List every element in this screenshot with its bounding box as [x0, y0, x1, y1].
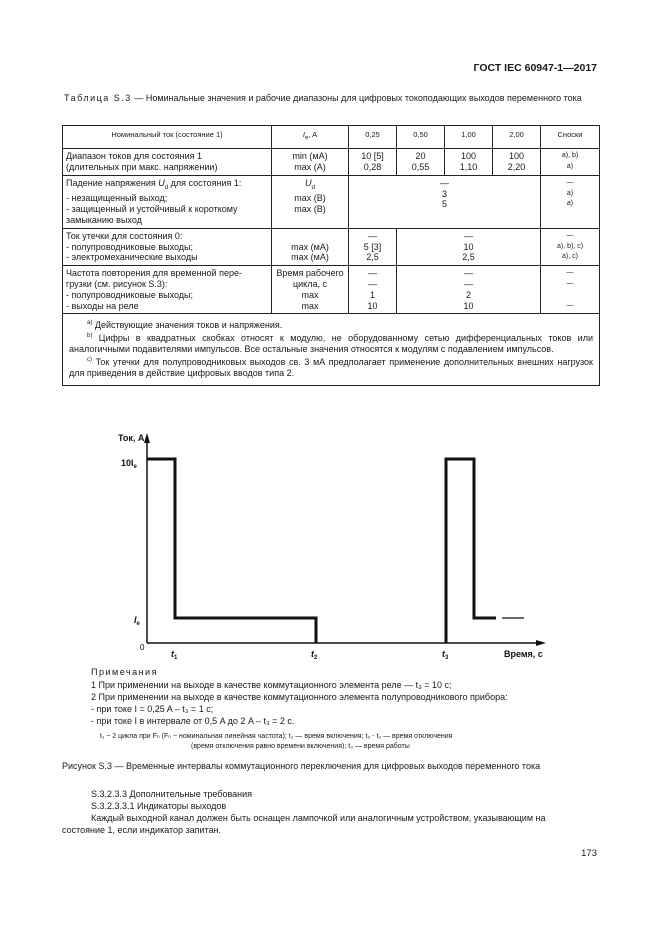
- x-axis-label: Время, с: [504, 649, 543, 659]
- figure-legend: [100, 732, 570, 752]
- table-row: [63, 266, 600, 314]
- footnote-b: $^{b)}$ Цифры в квадратных скобках относят к модулю, не оборудованному сетью дифференциальных токов или аналогичными подавителями импульсов. Все остальные значения относятся к модулям с подавлением импульсов.: [69, 333, 593, 355]
- row2-desc: Падение напряжения $U_d$ для состояния 1: - незащищенный выход; - защищенный и устойчивый к короткому замыканию выход: [63, 175, 272, 228]
- table-footnotes: [63, 314, 600, 386]
- row4-unit: Время рабочего цикла, с max max: [272, 266, 349, 314]
- table-header-row: [63, 126, 600, 149]
- header-val-200: 2,00: [493, 126, 541, 149]
- page-number: 173: [581, 848, 597, 859]
- standard-designation: ГОСТ IEC 60947-1—2017: [473, 62, 597, 74]
- row1-v1: 10 [5] 0,28: [349, 149, 397, 176]
- figure-caption: Рисунок S.3 — Временные интервалы коммутационного переключения для цифровых выходов переменного тока: [62, 761, 541, 771]
- origin-label: 0: [140, 643, 145, 652]
- row1-desc: Диапазон токов для состояния 1 (длительных при макс. напряжении): [63, 149, 272, 176]
- timing-diagram: [100, 425, 560, 665]
- t1-label: $t_1$: [171, 649, 178, 661]
- legend-line-2: (время отключения равно времени включения); t₃ — время работы: [191, 743, 410, 750]
- header-val-050: 0,50: [397, 126, 445, 149]
- x-axis-arrow: [536, 640, 546, 646]
- body-paragraph-line-1: Каждый выходной канал должен быть оснащен лампочкой или аналогичным устройством, указывающим на: [91, 813, 546, 823]
- table-footnotes-row: [63, 314, 600, 386]
- body-paragraph-line-2: состояние 1, если индикатор запитан.: [62, 825, 222, 835]
- header-notes: Сноски: [541, 126, 600, 149]
- header-ie: $I_e$, A: [272, 126, 349, 149]
- row2-unit: $U_d$ max (B) max (B): [272, 175, 349, 228]
- note-1: 1 При применении на выходе в качестве коммутационного элемента реле — t₃ = 10 с;: [91, 680, 452, 690]
- row3-desc: Ток утечки для состояния 0: - полупроводниковые выходы; - электромеханические выходы: [63, 228, 272, 265]
- table-caption: [64, 92, 598, 104]
- table-row: [63, 228, 600, 265]
- section-heading: S.3.2.3.3 Дополнительные требования: [91, 789, 253, 799]
- row1-v4: 100 2,20: [493, 149, 541, 176]
- footnote-a: $^{a)}$ Действующие значения токов и напряжения.: [87, 320, 283, 331]
- header-rated-current: Номинальный ток (состояние 1): [63, 126, 272, 149]
- note-2a: - при токе I = 0,25 A – t₃ = 1 с;: [91, 704, 214, 714]
- legend-line-1: t₁ − 2 цикла при Fₙ (Fₙ − номинальная линейная частота); t₂ — время включения; t₃ - t₂ — время отключения: [100, 733, 453, 740]
- row3-v1: — 5 [3] 2,5: [349, 228, 397, 265]
- row4-desc: Частота повторения для временной пере- грузки (см. рисунок S.3): - полупроводниковые выходы; - выходы на реле: [63, 266, 272, 314]
- note-2b: - при токе I в интервале от 0,5 A до 2 A – t₃ = 2 с.: [91, 716, 295, 726]
- y-label-ie: $I_e$: [134, 615, 140, 627]
- row3-unit: max (мА) max (мА): [272, 228, 349, 265]
- row4-notes: — — —: [541, 266, 600, 314]
- table-row: [63, 149, 600, 176]
- t3-label: $t_3$: [442, 649, 449, 661]
- row1-v3: 100 1,10: [445, 149, 493, 176]
- waveform-pulse-1: [147, 459, 316, 643]
- table-caption-text: — Номинальные значения и рабочие диапазоны для цифровых токоподающих выходов переменного тока: [131, 93, 582, 103]
- notes-title: Примечания: [91, 667, 158, 677]
- table-caption-label: Таблица S.3: [64, 93, 132, 103]
- footnote-c: $^{c)}$ Ток утечки для полупроводниковых выходов св. 3 мА предполагает применение дополнительных внешних нагрузок для приведения в действие цифровых вводов типа 2.: [69, 357, 593, 379]
- subsection-heading: S.3.2.3.3.1 Индикаторы выходов: [91, 801, 227, 811]
- row4-values: — — 2 10: [397, 266, 541, 314]
- header-val-025: 0,25: [349, 126, 397, 149]
- t2-label: $t_2$: [311, 649, 318, 661]
- row3-values: — 10 2,5: [397, 228, 541, 265]
- waveform-pulse-2: [446, 459, 496, 643]
- y-label-10ie: $10I_e$: [121, 458, 137, 470]
- y-axis-label: Ток, А: [118, 433, 145, 443]
- row2-values: — 3 5: [349, 175, 541, 228]
- row1-v2: 20 0,55: [397, 149, 445, 176]
- row2-notes: — a) a): [541, 175, 600, 228]
- row1-unit: min (мА) max (A): [272, 149, 349, 176]
- y-axis-arrow: [144, 433, 150, 443]
- note-2: 2 При применении на выходе в качестве коммутационного элемента полупроводникового прибора:: [91, 692, 508, 702]
- ratings-table: [62, 125, 600, 386]
- row1-notes: a), b) a): [541, 149, 600, 176]
- header-val-100: 1,00: [445, 126, 493, 149]
- row3-notes: — a), b), c) a), c): [541, 228, 600, 265]
- row4-v1: — — 1 10: [349, 266, 397, 314]
- table-row: [63, 175, 600, 228]
